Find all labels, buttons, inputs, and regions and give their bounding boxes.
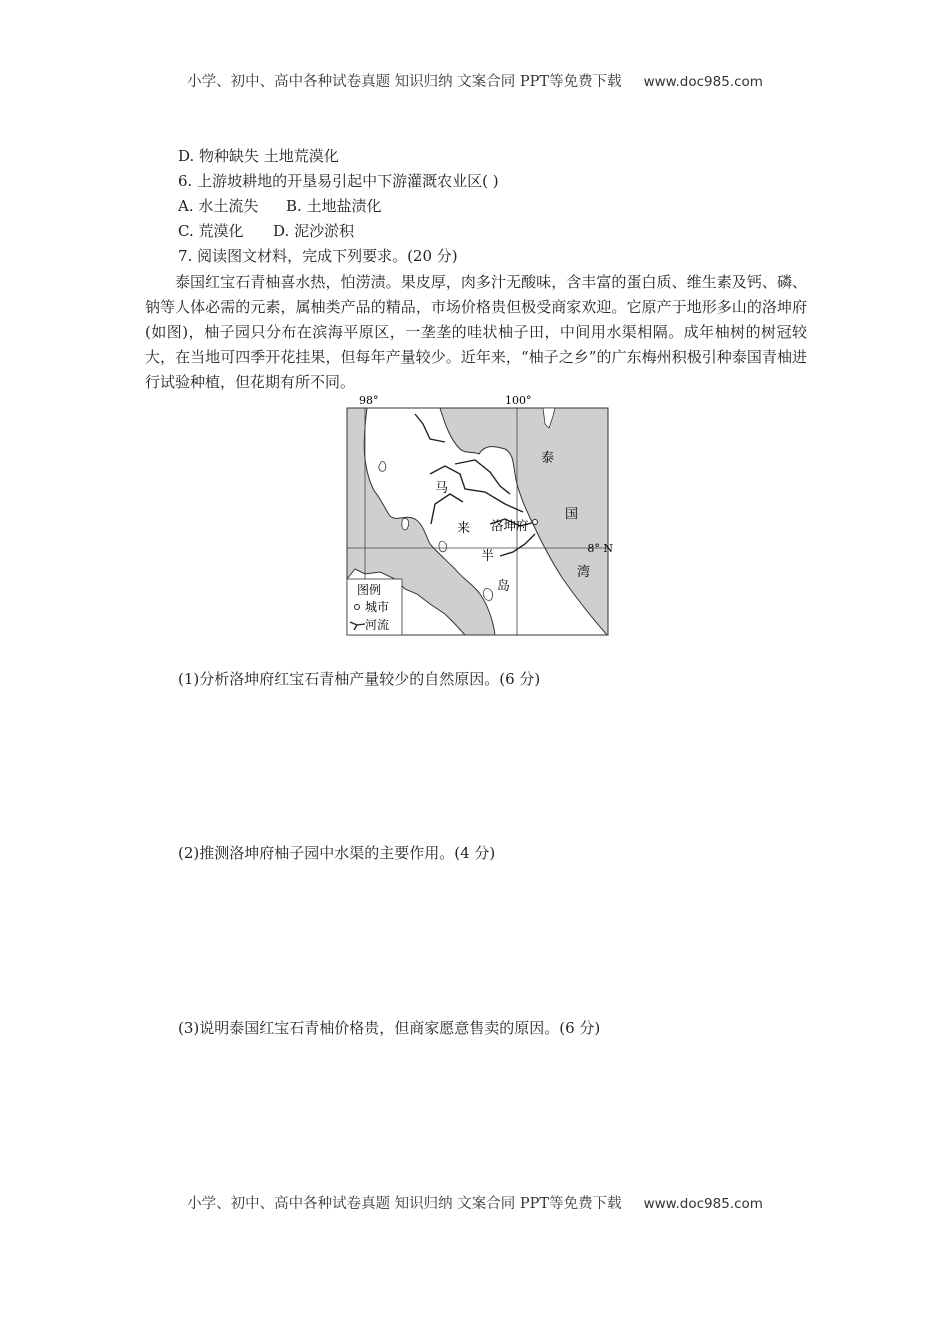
legend-city-icon xyxy=(355,605,360,610)
gulf-label: 泰 xyxy=(541,451,555,466)
page-header xyxy=(0,70,950,91)
footer-text: 小学、初中、高中各种试卷真题 知识归纳 文案合同 PPT等免费下载 xyxy=(187,1196,622,1212)
map-figure xyxy=(345,394,613,637)
q6-options-row1 xyxy=(178,196,382,216)
footer-url[interactable]: www.doc985.com xyxy=(643,1196,763,1212)
q7-sub3: (3)说明泰国红宝石青柚价格贵，但商家愿意售卖的原因。(6 分) xyxy=(178,1019,601,1037)
region-label: 岛 xyxy=(497,579,511,594)
gulf-label: 国 xyxy=(565,507,579,522)
header-url[interactable]: www.doc985.com xyxy=(643,74,763,90)
island-3 xyxy=(439,542,447,552)
q7-stem: 7. 阅读图文材料，完成下列要求。(20 分) xyxy=(178,247,458,265)
city-label: 洛坤府 xyxy=(491,518,529,533)
region-label: 马 xyxy=(435,481,449,496)
lat-label: 8° N xyxy=(587,542,613,555)
legend-river: 河流 xyxy=(365,618,390,632)
page-footer xyxy=(0,1192,950,1213)
q6-option-b: B. 土地盐渍化 xyxy=(285,197,382,215)
q7-sub2: (2)推测洛坤府柚子园中水渠的主要作用。(4 分) xyxy=(178,844,496,862)
island-4 xyxy=(483,589,492,601)
legend-title: 图例 xyxy=(357,583,382,597)
region-label: 半 xyxy=(481,549,495,564)
q6-option-c: C. 荒漠化 xyxy=(178,222,244,240)
q7-material xyxy=(145,270,807,395)
q7-sub1: (1)分析洛坤府红宝石青柚产量较少的自然原因。(6 分) xyxy=(178,670,541,688)
lon-label-98: 98° xyxy=(359,394,379,407)
lon-label-100: 100° xyxy=(505,394,532,407)
q6-stem: 6. 上游坡耕地的开垦易引起中下游灌溉农业区( ) xyxy=(178,172,499,190)
legend-city: 城市 xyxy=(365,600,390,614)
region-label: 来 xyxy=(457,521,471,536)
header-text: 小学、初中、高中各种试卷真题 知识归纳 文案合同 PPT等免费下载 xyxy=(187,74,622,90)
q6-option-d: D. 泥沙淤积 xyxy=(273,222,355,240)
city-marker xyxy=(533,520,538,525)
q6-option-a: A. 水土流失 xyxy=(178,197,259,215)
q5-option-d: D. 物种缺失 土地荒漠化 xyxy=(178,147,339,165)
gulf-label: 湾 xyxy=(577,565,591,580)
q6-options-row2 xyxy=(178,221,354,241)
q7-material-text: 泰国红宝石青柚喜水热，怕涝渍。果皮厚，肉多汁无酸味，含丰富的蛋白质、维生素及钙、磷、钠等人体必需的元素，属柚类产品的精品，市场价格贵但极受商家欢迎。它原产于地形多山的洛坤府(如图)，柚子园只分布在滨海平原区，一垄垄的哇状柚子田，中间用水渠相隔。成年柚树的树冠较大，在当地可四季开花挂果，但每年产量较少。近年来，“柚子之乡”的广东梅州积极引种泰国青柚进行试验种植，但花期有所不同。 xyxy=(145,273,807,391)
island-2 xyxy=(402,518,409,530)
